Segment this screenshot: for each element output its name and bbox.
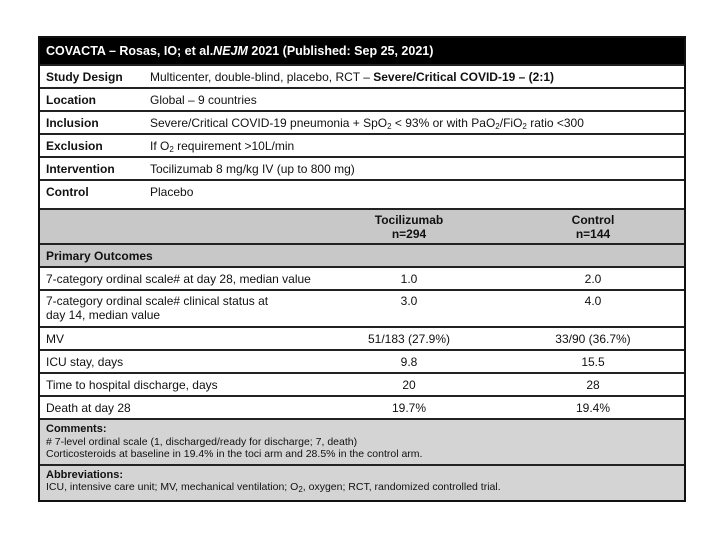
outcome-toci: 20 xyxy=(402,377,416,392)
row-intervention: Intervention Tocilizumab 8 mg/kg IV (up to 800 mg) xyxy=(40,156,684,179)
outcome-ctrl: 33/90 (36.7%) xyxy=(555,331,631,346)
abbreviations: Abbreviations: ICU, intensive care unit; MV, mechanical ventilation; $O_2$, oxygen; RCT, randomized controlled trial. xyxy=(40,464,684,500)
outcome-label: MV xyxy=(46,331,64,346)
outcome-row xyxy=(40,395,684,418)
table-title: COVACTA – Rosas, IO; et al. NEJM 2021 (Published: Sep 25, 2021) xyxy=(40,38,684,64)
study-table xyxy=(38,36,686,502)
outcome-ctrl: 15.5 xyxy=(581,354,605,369)
outcome-ctrl: 28 xyxy=(586,377,600,392)
outcome-toci: 51/183 (27.9%) xyxy=(367,331,451,346)
outcome-row xyxy=(40,266,684,289)
column-header: Tocilizumab n=294 Control n=144 xyxy=(40,208,684,243)
outcome-label: 7-category ordinal scale# clinical status at day 14, median value xyxy=(46,294,269,322)
outcome-label: Death at day 28 xyxy=(46,400,131,415)
row-location: Location Global – 9 countries xyxy=(40,87,684,110)
outcome-label: ICU stay, days xyxy=(46,354,124,369)
row-study-design: Study Design Multicenter, double-blind, placebo, RCT – Severe/Critical COVID-19 – (2:1) xyxy=(40,64,684,87)
outcome-toci: 19.7% xyxy=(391,400,427,415)
outcome-row xyxy=(40,372,684,395)
outcome-toci: 3.0 xyxy=(400,294,418,308)
row-inclusion: Inclusion Severe/Critical COVID-19 pneumonia + SpO$_2$ < 93% or with PaO$_2$/FiO$_2$ ratio <300 xyxy=(40,110,684,133)
outcome-toci: 9.8 xyxy=(400,354,418,369)
outcome-ctrl: 2.0 xyxy=(584,271,602,286)
comments: Comments: # 7-level ordinal scale (1, discharged/ready for discharge; 7, death) Corticosteroids at baseline in 19.4% in the toci arm and 28.5% in the control arm. xyxy=(40,418,684,464)
outcome-label: 7-category ordinal scale# at day 28, median value xyxy=(46,271,311,286)
outcome-row xyxy=(40,326,684,349)
row-control: Control Placebo xyxy=(40,179,684,208)
row-exclusion: Exclusion If $O_2$ requirement >10L/min xyxy=(40,133,684,156)
outcome-ctrl: 19.4% xyxy=(575,400,611,415)
outcome-row xyxy=(40,349,684,372)
primary-outcomes-heading: Primary Outcomes xyxy=(40,243,684,266)
outcome-toci: 1.0 xyxy=(400,271,418,286)
outcome-ctrl: 4.0 xyxy=(584,294,602,308)
outcome-row xyxy=(40,289,684,326)
outcome-label: Time to hospital discharge, days xyxy=(46,377,218,392)
